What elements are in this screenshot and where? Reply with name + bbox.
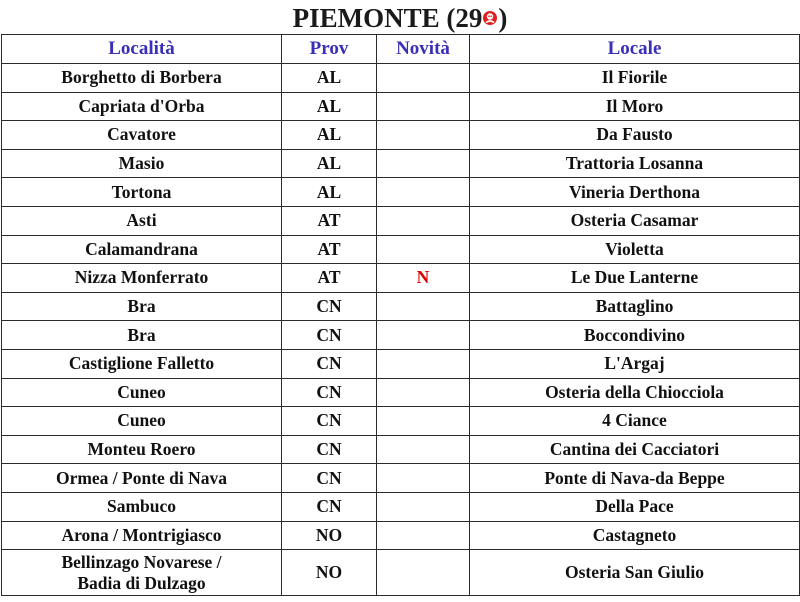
- cell-localita: Arona / Montrigiasco: [2, 521, 282, 550]
- cell-novita: [377, 435, 470, 464]
- cell-novita: [377, 321, 470, 350]
- cell-locale: Osteria Casamar: [470, 206, 800, 235]
- cell-locale: Battaglino: [470, 292, 800, 321]
- table-row: [2, 521, 800, 550]
- table-row: [2, 264, 800, 293]
- cell-localita: Sambuco: [2, 492, 282, 521]
- page-title: [0, 0, 800, 34]
- cell-locale: 4 Ciance: [470, 407, 800, 436]
- title-suffix: ): [498, 3, 508, 33]
- cell-localita: Cuneo: [2, 378, 282, 407]
- table-row: [2, 321, 800, 350]
- red-guide-seal-icon: [482, 10, 498, 26]
- cell-locale: Boccondivino: [470, 321, 800, 350]
- restaurant-table: [1, 34, 800, 596]
- cell-locale: Castagneto: [470, 521, 800, 550]
- cell-prov: AL: [282, 178, 377, 207]
- header-novita: Novità: [377, 35, 470, 64]
- cell-locale: Il Fiorile: [470, 64, 800, 93]
- cell-localita: Bra: [2, 321, 282, 350]
- table-row: [2, 378, 800, 407]
- cell-prov: CN: [282, 349, 377, 378]
- cell-localita: Castiglione Falletto: [2, 349, 282, 378]
- cell-novita: [377, 550, 470, 596]
- cell-novita: [377, 206, 470, 235]
- cell-novita: [377, 521, 470, 550]
- cell-novita: [377, 178, 470, 207]
- cell-prov: CN: [282, 321, 377, 350]
- cell-localita: Monteu Roero: [2, 435, 282, 464]
- cell-prov: CN: [282, 378, 377, 407]
- cell-locale: Osteria San Giulio: [470, 550, 800, 596]
- cell-prov: AL: [282, 92, 377, 121]
- cell-localita: Masio: [2, 149, 282, 178]
- table-row: [2, 349, 800, 378]
- cell-localita: Tortona: [2, 178, 282, 207]
- table-row: [2, 149, 800, 178]
- header-locale: Locale: [470, 35, 800, 64]
- cell-prov: NO: [282, 550, 377, 596]
- cell-locale: Ponte di Nava-da Beppe: [470, 464, 800, 493]
- cell-prov: AL: [282, 64, 377, 93]
- cell-novita: [377, 464, 470, 493]
- cell-localita: Bellinzago Novarese / Badia di Dulzago: [2, 550, 282, 596]
- cell-prov: CN: [282, 435, 377, 464]
- cell-prov: AT: [282, 235, 377, 264]
- cell-locale: Le Due Lanterne: [470, 264, 800, 293]
- title-text: PIEMONTE (29: [292, 3, 483, 33]
- table-row: [2, 235, 800, 264]
- table-row: [2, 292, 800, 321]
- cell-locale: Della Pace: [470, 492, 800, 521]
- table-row: [2, 64, 800, 93]
- cell-prov: AL: [282, 149, 377, 178]
- table-row: [2, 206, 800, 235]
- cell-prov: CN: [282, 292, 377, 321]
- cell-novita: [377, 235, 470, 264]
- table-row: [2, 435, 800, 464]
- cell-localita: Cavatore: [2, 121, 282, 150]
- cell-locale: Da Fausto: [470, 121, 800, 150]
- cell-novita: [377, 92, 470, 121]
- cell-locale: Violetta: [470, 235, 800, 264]
- table-row: [2, 464, 800, 493]
- cell-prov: AL: [282, 121, 377, 150]
- table-row: [2, 178, 800, 207]
- table-header-row: [2, 35, 800, 64]
- cell-novita: N: [377, 264, 470, 293]
- cell-novita: [377, 64, 470, 93]
- cell-localita: Calamandrana: [2, 235, 282, 264]
- cell-localita: Borghetto di Borbera: [2, 64, 282, 93]
- cell-prov: CN: [282, 407, 377, 436]
- cell-prov: AT: [282, 264, 377, 293]
- cell-prov: NO: [282, 521, 377, 550]
- cell-localita: Cuneo: [2, 407, 282, 436]
- cell-novita: [377, 149, 470, 178]
- cell-prov: CN: [282, 492, 377, 521]
- cell-novita: [377, 349, 470, 378]
- cell-prov: AT: [282, 206, 377, 235]
- cell-novita: [377, 407, 470, 436]
- table-row: [2, 92, 800, 121]
- cell-prov: CN: [282, 464, 377, 493]
- cell-novita: [377, 121, 470, 150]
- cell-localita: Asti: [2, 206, 282, 235]
- cell-locale: Osteria della Chiocciola: [470, 378, 800, 407]
- cell-localita: Ormea / Ponte di Nava: [2, 464, 282, 493]
- cell-localita: Capriata d'Orba: [2, 92, 282, 121]
- header-prov: Prov: [282, 35, 377, 64]
- cell-locale: Trattoria Losanna: [470, 149, 800, 178]
- table-row: [2, 121, 800, 150]
- table-row: [2, 407, 800, 436]
- header-localita: Località: [2, 35, 282, 64]
- cell-novita: [377, 492, 470, 521]
- cell-locale: Il Moro: [470, 92, 800, 121]
- table-row: [2, 550, 800, 596]
- cell-locale: L'Argaj: [470, 349, 800, 378]
- table-row: [2, 492, 800, 521]
- cell-locale: Cantina dei Cacciatori: [470, 435, 800, 464]
- cell-novita: [377, 378, 470, 407]
- cell-novita: [377, 292, 470, 321]
- cell-localita: Bra: [2, 292, 282, 321]
- cell-locale: Vineria Derthona: [470, 178, 800, 207]
- cell-localita: Nizza Monferrato: [2, 264, 282, 293]
